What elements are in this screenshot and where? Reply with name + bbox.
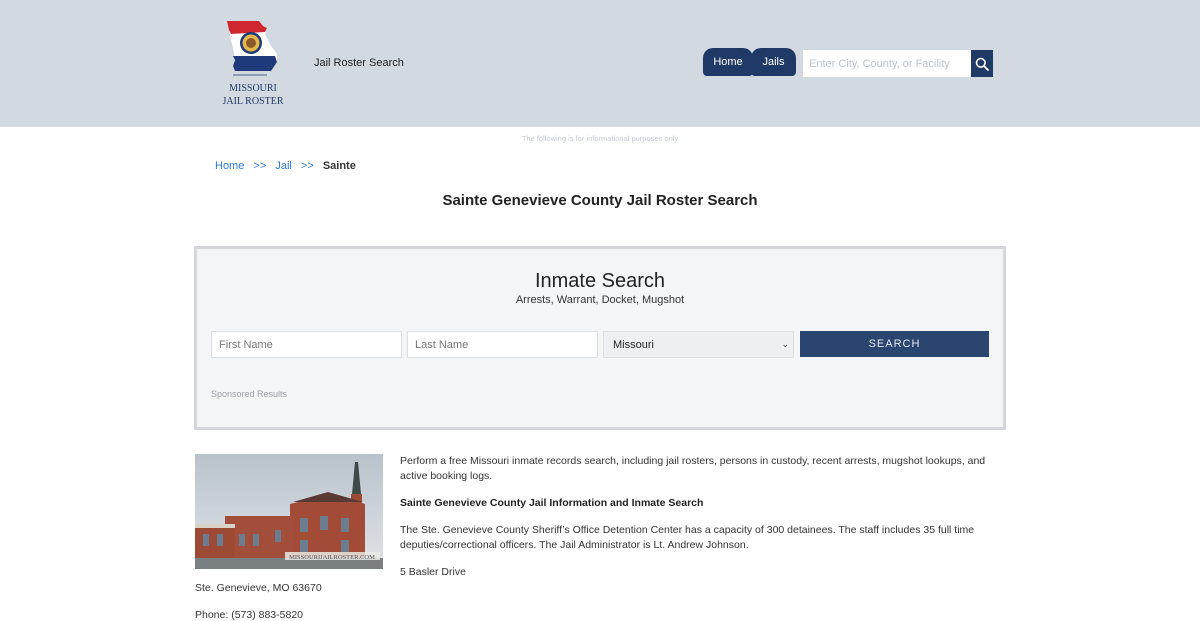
last-name-input[interactable] bbox=[407, 331, 598, 358]
inmate-search-button[interactable]: SEARCH bbox=[800, 331, 989, 357]
jail-info-content bbox=[400, 454, 1000, 592]
site-logo[interactable] bbox=[215, 18, 291, 108]
breadcrumb bbox=[215, 160, 356, 172]
section-heading: Sainte Genevieve County Jail Information and Inmate Search bbox=[400, 497, 704, 509]
nav-jails-tab[interactable]: Jails bbox=[751, 48, 796, 76]
description-paragraph: The Ste. Genevieve County Sheriff’s Office Detention Center has a capacity of 300 detainees. The staff includes 35 full time deputies/correctional officers. The Jail Administrator is Lt. Andrew Johnson. bbox=[400, 524, 975, 551]
svg-text:MISSOURI: MISSOURI bbox=[229, 83, 277, 94]
facility-search-button[interactable] bbox=[971, 50, 993, 77]
chevron-down-icon: ⌄ bbox=[781, 339, 789, 349]
address-line-2: Ste. Genevieve, MO 63670 bbox=[195, 582, 322, 594]
search-icon bbox=[975, 57, 989, 71]
first-name-input[interactable] bbox=[211, 331, 402, 358]
site-header bbox=[0, 0, 1200, 127]
intro-paragraph: Perform a free Missouri inmate records search, including jail rosters, persons in custody, recent arrests, mugshot lookups, and active booking logs. bbox=[400, 455, 986, 482]
panel-subtitle: Arrests, Warrant, Docket, Mugshot bbox=[515, 294, 685, 306]
breadcrumb-home[interactable]: Home bbox=[215, 160, 245, 172]
address-line-1: 5 Basler Drive bbox=[400, 566, 466, 578]
facility-search-input[interactable] bbox=[803, 50, 972, 77]
disclaimer-text: The following is for informational purposes only bbox=[521, 134, 679, 143]
sponsored-results-label: Sponsored Results bbox=[211, 389, 288, 399]
missouri-state-flag-icon bbox=[215, 18, 291, 108]
panel-title: Inmate Search bbox=[534, 270, 666, 292]
breadcrumb-current: Sainte bbox=[322, 160, 356, 172]
site-title[interactable]: Jail Roster Search bbox=[314, 57, 404, 69]
breadcrumb-jail[interactable]: Jail bbox=[275, 160, 292, 172]
state-select[interactable] bbox=[603, 331, 794, 358]
phone-number: Phone: (573) 883-5820 bbox=[195, 609, 303, 621]
jail-building-photo bbox=[195, 454, 383, 569]
inmate-search-panel bbox=[194, 246, 1006, 430]
photo-watermark: MISSOURIJAILROSTER.COM bbox=[289, 554, 375, 561]
state-select-value: Missouri bbox=[613, 338, 654, 351]
breadcrumb-separator: >> bbox=[253, 160, 267, 172]
breadcrumb-separator: >> bbox=[300, 160, 314, 172]
nav-home-tab[interactable]: Home bbox=[703, 48, 753, 76]
page-title: Sainte Genevieve County Jail Roster Search bbox=[442, 192, 758, 209]
svg-text:JAIL ROSTER: JAIL ROSTER bbox=[222, 96, 284, 107]
